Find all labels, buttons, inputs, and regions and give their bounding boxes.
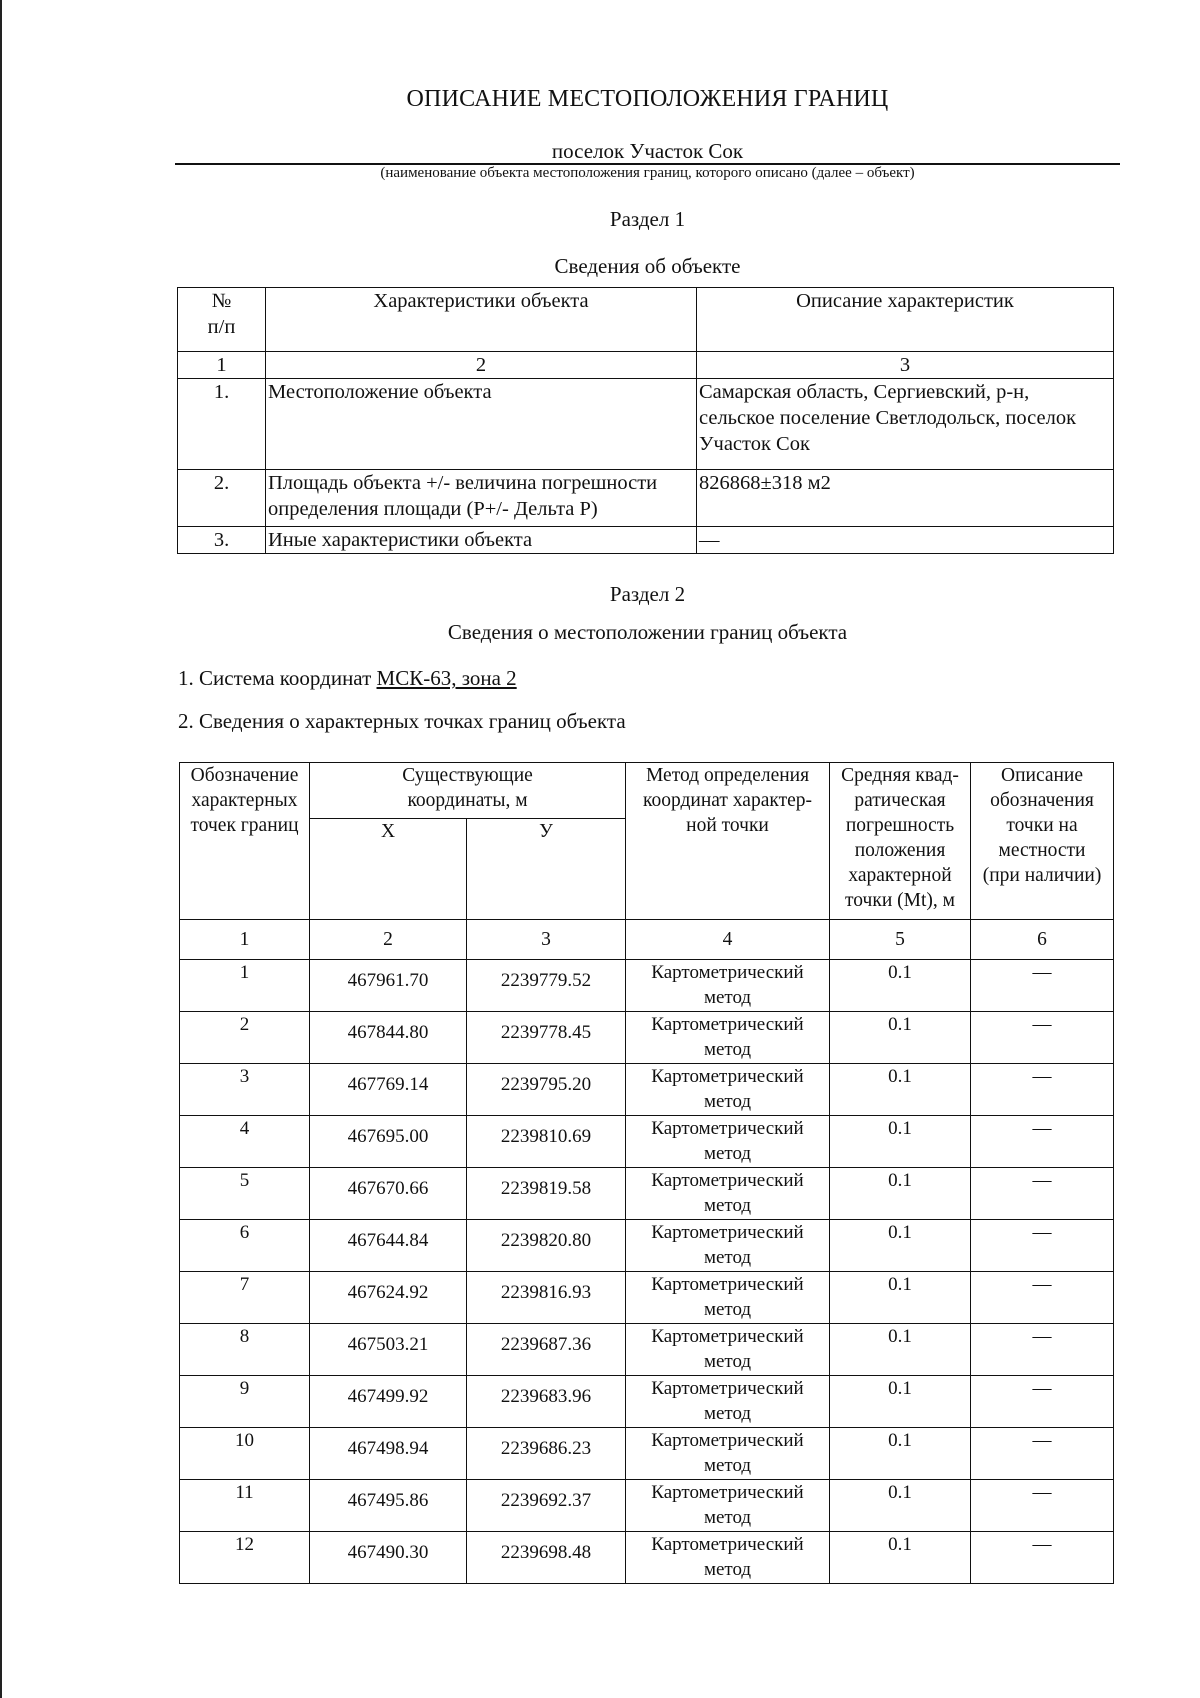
header-line: Описание xyxy=(1001,765,1084,786)
object-table-colnum-row xyxy=(178,352,1114,379)
method-cell xyxy=(626,1428,830,1480)
method-line: Картометрический xyxy=(651,1066,804,1087)
x-coordinate-cell: 467624.92 xyxy=(310,1272,467,1324)
x-coordinate-cell: 467695.00 xyxy=(310,1116,467,1168)
header-line: точек границ xyxy=(190,815,299,836)
document-title: ОПИСАНИЕ МЕСТОПОЛОЖЕНИЯ ГРАНИЦ xyxy=(406,86,889,112)
method-line: Картометрический xyxy=(651,1482,804,1503)
points-header-row xyxy=(180,763,1114,819)
header-line: (при наличии) xyxy=(982,865,1102,886)
point-row xyxy=(180,1272,1114,1324)
description-line: — xyxy=(699,529,720,551)
description-cell xyxy=(697,470,1114,527)
method-line: метод xyxy=(703,1091,752,1112)
x-coordinate-cell: 467769.14 xyxy=(310,1064,467,1116)
description-line: 826868±318 м2 xyxy=(699,472,831,494)
mt-cell: 0.1 xyxy=(830,1012,971,1064)
marking-cell: — xyxy=(971,1532,1114,1584)
object-info-table xyxy=(177,287,1114,554)
row-num-cell: 2. xyxy=(178,470,266,527)
header-method-cell xyxy=(626,763,830,920)
method-line: Картометрический xyxy=(651,1170,804,1191)
coordinate-system-line xyxy=(178,666,517,691)
header-num-cell xyxy=(178,288,266,352)
header-line: ратическая xyxy=(854,790,946,811)
x-coordinate-cell: 467670.66 xyxy=(310,1168,467,1220)
marking-cell: — xyxy=(971,1064,1114,1116)
characteristic-line: Иные характеристики объекта xyxy=(268,529,533,551)
method-cell xyxy=(626,1532,830,1584)
y-coordinate-cell: 2239819.58 xyxy=(467,1168,626,1220)
header-line: точки на xyxy=(1006,815,1078,836)
point-id-cell: 5 xyxy=(180,1168,310,1220)
point-row xyxy=(180,1168,1114,1220)
coordinate-system-prefix: 1. Система координат xyxy=(178,666,377,690)
point-row xyxy=(180,1532,1114,1584)
method-line: метод xyxy=(703,1455,752,1476)
object-name-caption: (наименование объекта местоположения границ, которого описано (далее – объект) xyxy=(380,165,915,181)
point-id-cell: 8 xyxy=(180,1324,310,1376)
description-cell xyxy=(697,527,1114,554)
method-line: Картометрический xyxy=(651,962,804,983)
method-cell xyxy=(626,1376,830,1428)
method-line: Картометрический xyxy=(651,1222,804,1243)
header-error-cell xyxy=(830,763,971,920)
object-name: поселок Участок Сок xyxy=(551,139,744,163)
colnum-cell: 5 xyxy=(830,920,971,960)
header-line: Обозначение xyxy=(190,765,299,786)
object-table-header-row xyxy=(178,288,1114,352)
colnum-cell: 4 xyxy=(626,920,830,960)
marking-cell: — xyxy=(971,1168,1114,1220)
method-cell xyxy=(626,1480,830,1532)
description-line: Самарская область, Сергиевский, р-н, xyxy=(699,381,1030,403)
marking-cell: — xyxy=(971,1376,1114,1428)
characteristic-cell xyxy=(266,527,697,554)
colnum-cell: 3 xyxy=(467,920,626,960)
object-table-row xyxy=(178,379,1114,470)
mt-cell: 0.1 xyxy=(830,1376,971,1428)
header-line: погрешность xyxy=(845,815,955,836)
characteristic-cell xyxy=(266,470,697,527)
header-description-cell: Описание характеристик xyxy=(697,288,1114,352)
x-coordinate-cell: 467490.30 xyxy=(310,1532,467,1584)
y-coordinate-cell: 2239810.69 xyxy=(467,1116,626,1168)
mt-cell: 0.1 xyxy=(830,1480,971,1532)
coordinate-system-value: МСК-63, зона 2 xyxy=(376,666,517,690)
section1-subheading: Сведения об объекте xyxy=(554,254,741,278)
header-line: Средняя квад- xyxy=(841,765,959,786)
characteristic-line: Площадь объекта +/- величина погрешности xyxy=(268,472,658,494)
marking-cell: — xyxy=(971,960,1114,1012)
x-coordinate-cell: 467961.70 xyxy=(310,960,467,1012)
method-line: метод xyxy=(703,1403,752,1424)
mt-cell: 0.1 xyxy=(830,1428,971,1480)
characteristic-line: определения площади (Р+/- Дельта Р) xyxy=(268,498,598,520)
header-marking-cell xyxy=(971,763,1114,920)
point-row xyxy=(180,960,1114,1012)
section2-heading: Раздел 2 xyxy=(609,582,686,606)
point-row xyxy=(180,1376,1114,1428)
method-cell xyxy=(626,1012,830,1064)
header-line: характерных xyxy=(191,790,298,811)
method-line: метод xyxy=(703,1247,752,1268)
mt-cell: 0.1 xyxy=(830,1220,971,1272)
header-num-line: п/п xyxy=(207,316,236,338)
method-line: Картометрический xyxy=(651,1014,804,1035)
header-num-line: № xyxy=(211,290,232,312)
y-coordinate-cell: 2239816.93 xyxy=(467,1272,626,1324)
y-coordinate-cell: 2239795.20 xyxy=(467,1064,626,1116)
mt-cell: 0.1 xyxy=(830,1532,971,1584)
x-coordinate-cell: 467503.21 xyxy=(310,1324,467,1376)
header-coords-cell xyxy=(310,763,626,819)
characteristic-line: Местоположение объекта xyxy=(268,381,492,403)
marking-cell: — xyxy=(971,1116,1114,1168)
x-coordinate-cell: 467495.86 xyxy=(310,1480,467,1532)
page-edge-line xyxy=(0,0,2,1698)
method-cell xyxy=(626,1168,830,1220)
section1-heading: Раздел 1 xyxy=(609,207,686,231)
object-table-row xyxy=(178,527,1114,554)
colnum-cell: 1 xyxy=(178,352,266,379)
y-coordinate-cell: 2239687.36 xyxy=(467,1324,626,1376)
mt-cell: 0.1 xyxy=(830,1168,971,1220)
point-row xyxy=(180,1480,1114,1532)
characteristic-cell xyxy=(266,379,697,470)
point-id-cell: 11 xyxy=(180,1480,310,1532)
header-line: характерной xyxy=(848,865,952,886)
method-line: метод xyxy=(703,1507,752,1528)
point-id-cell: 6 xyxy=(180,1220,310,1272)
point-id-cell: 12 xyxy=(180,1532,310,1584)
method-cell xyxy=(626,960,830,1012)
y-coordinate-cell: 2239683.96 xyxy=(467,1376,626,1428)
header-line: ной точки xyxy=(686,815,769,836)
point-row xyxy=(180,1220,1114,1272)
points-colnum-row xyxy=(180,920,1114,960)
point-id-cell: 7 xyxy=(180,1272,310,1324)
point-row xyxy=(180,1324,1114,1376)
method-line: метод xyxy=(703,987,752,1008)
point-row xyxy=(180,1012,1114,1064)
point-id-cell: 10 xyxy=(180,1428,310,1480)
point-id-cell: 1 xyxy=(180,960,310,1012)
header-line: Существующие xyxy=(402,765,533,786)
method-cell xyxy=(626,1272,830,1324)
point-id-cell: 2 xyxy=(180,1012,310,1064)
object-table-row xyxy=(178,470,1114,527)
mt-cell: 0.1 xyxy=(830,1064,971,1116)
header-line: положения xyxy=(854,840,946,861)
row-num-cell: 1. xyxy=(178,379,266,470)
y-coordinate-cell: 2239778.45 xyxy=(467,1012,626,1064)
method-line: метод xyxy=(703,1559,752,1580)
method-line: метод xyxy=(703,1351,752,1372)
header-line: точки (Мt), м xyxy=(845,890,955,911)
header-line: Метод определения xyxy=(645,765,810,786)
y-coordinate-cell: 2239692.37 xyxy=(467,1480,626,1532)
x-coordinate-cell: 467844.80 xyxy=(310,1012,467,1064)
method-line: метод xyxy=(703,1195,752,1216)
header-characteristic-cell: Характеристики объекта xyxy=(266,288,697,352)
description-line: Участок Сок xyxy=(699,433,810,455)
marking-cell: — xyxy=(971,1012,1114,1064)
header-designation-cell xyxy=(180,763,310,920)
x-coordinate-cell: 467499.92 xyxy=(310,1376,467,1428)
points-heading: 2. Сведения о характерных точках границ объекта xyxy=(178,709,626,733)
point-row xyxy=(180,1116,1114,1168)
header-x-cell: Х xyxy=(310,819,467,920)
method-cell xyxy=(626,1064,830,1116)
colnum-cell: 2 xyxy=(266,352,697,379)
method-line: Картометрический xyxy=(651,1274,804,1295)
method-cell xyxy=(626,1220,830,1272)
marking-cell: — xyxy=(971,1428,1114,1480)
row-num-cell: 3. xyxy=(178,527,266,554)
point-id-cell: 4 xyxy=(180,1116,310,1168)
point-row xyxy=(180,1064,1114,1116)
colnum-cell: 6 xyxy=(971,920,1114,960)
header-line: координат характер- xyxy=(643,790,813,811)
section2-subheading: Сведения о местоположении границ объекта xyxy=(447,620,848,644)
marking-cell: — xyxy=(971,1272,1114,1324)
boundary-points-table xyxy=(179,762,1114,1584)
marking-cell: — xyxy=(971,1220,1114,1272)
marking-cell: — xyxy=(971,1480,1114,1532)
header-line: обозначения xyxy=(990,790,1094,811)
y-coordinate-cell: 2239698.48 xyxy=(467,1532,626,1584)
method-line: метод xyxy=(703,1143,752,1164)
method-cell xyxy=(626,1116,830,1168)
mt-cell: 0.1 xyxy=(830,1116,971,1168)
description-line: сельское поселение Светлодольск, поселок xyxy=(699,407,1077,429)
point-row xyxy=(180,1428,1114,1480)
colnum-cell: 2 xyxy=(310,920,467,960)
marking-cell: — xyxy=(971,1324,1114,1376)
colnum-cell: 1 xyxy=(180,920,310,960)
method-line: Картометрический xyxy=(651,1118,804,1139)
header-line: координаты, м xyxy=(407,790,528,811)
y-coordinate-cell: 2239686.23 xyxy=(467,1428,626,1480)
method-line: Картометрический xyxy=(651,1430,804,1451)
x-coordinate-cell: 467498.94 xyxy=(310,1428,467,1480)
header-line: местности xyxy=(998,840,1086,861)
mt-cell: 0.1 xyxy=(830,960,971,1012)
description-cell xyxy=(697,379,1114,470)
y-coordinate-cell: 2239820.80 xyxy=(467,1220,626,1272)
method-line: Картометрический xyxy=(651,1534,804,1555)
mt-cell: 0.1 xyxy=(830,1272,971,1324)
method-line: Картометрический xyxy=(651,1378,804,1399)
y-coordinate-cell: 2239779.52 xyxy=(467,960,626,1012)
x-coordinate-cell: 467644.84 xyxy=(310,1220,467,1272)
method-line: метод xyxy=(703,1039,752,1060)
colnum-cell: 3 xyxy=(697,352,1114,379)
point-id-cell: 3 xyxy=(180,1064,310,1116)
header-y-cell: У xyxy=(467,819,626,920)
method-cell xyxy=(626,1324,830,1376)
method-line: Картометрический xyxy=(651,1326,804,1347)
point-id-cell: 9 xyxy=(180,1376,310,1428)
mt-cell: 0.1 xyxy=(830,1324,971,1376)
method-line: метод xyxy=(703,1299,752,1320)
